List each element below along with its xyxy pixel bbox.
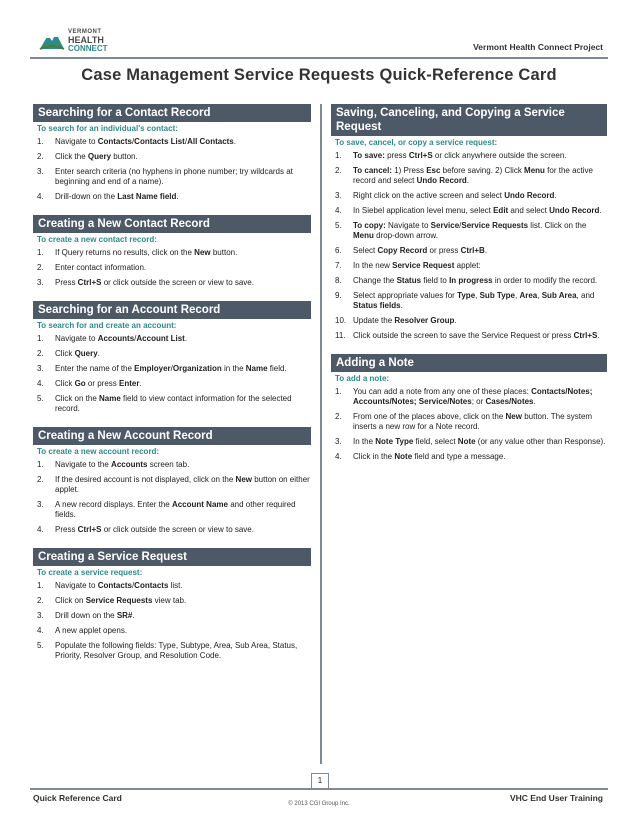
step-item	[331, 261, 607, 276]
step-text: In the new Service Request applet:	[353, 261, 481, 270]
section-subheading: To create a service request:	[37, 568, 143, 577]
section-heading: Saving, Canceling, and Copying a Service Request	[331, 104, 607, 136]
step-number: 2.	[37, 596, 44, 605]
step-list	[331, 387, 607, 467]
step-number: 3.	[335, 437, 342, 446]
footer-copyright: © 2013 CGI Group Inc.	[288, 801, 350, 807]
footer-right: VHC End User Training	[509, 793, 603, 803]
section	[33, 215, 311, 293]
step-text: Enter contact information.	[55, 263, 147, 272]
step-text: Select appropriate values for Type, Sub Type, Area, Sub Area, and Status fields.	[353, 291, 595, 310]
step-text: A new record displays. Enter the Account Name and other required fields.	[55, 500, 296, 519]
step-text: Right click on the active screen and select Undo Record.	[353, 191, 557, 200]
step-text: Enter search criteria (no hyphens in phone number; try wildcards at beginning and end of a name).	[55, 167, 293, 186]
step-number: 3.	[37, 167, 44, 176]
step-text: You can add a note from any one of these places: Contacts/Notes; Accounts/Notes; Service/Notes; or Cases/Notes.	[353, 387, 593, 406]
column-divider	[320, 104, 322, 764]
step-item	[331, 437, 607, 452]
step-item	[33, 349, 311, 364]
section	[33, 104, 311, 207]
section-heading: Creating a New Account Record	[33, 427, 311, 445]
step-item	[33, 525, 311, 540]
step-item	[33, 278, 311, 293]
step-number: 2.	[37, 263, 44, 272]
step-text: Click on the Name field to view contact information for the selected record.	[55, 394, 292, 413]
step-item	[33, 641, 311, 666]
step-item	[33, 394, 311, 419]
step-text: Navigate to the Accounts screen tab.	[55, 460, 190, 469]
step-item	[331, 246, 607, 261]
step-number: 2.	[37, 475, 44, 484]
step-text: Click Query.	[55, 349, 100, 358]
step-item	[33, 263, 311, 278]
step-number: 2.	[37, 349, 44, 358]
step-item	[33, 379, 311, 394]
step-number: 2.	[335, 166, 342, 175]
step-item	[33, 364, 311, 379]
step-text: Click on Service Requests view tab.	[55, 596, 187, 605]
vermont-health-connect-logo	[38, 25, 118, 55]
step-item	[33, 460, 311, 475]
step-item	[331, 412, 607, 437]
step-text: Click in the Note field and type a message.	[353, 452, 506, 461]
step-list	[33, 581, 311, 666]
step-text: Click outside the screen to save the Service Request or press Ctrl+S.	[353, 331, 600, 340]
step-item	[331, 206, 607, 221]
step-text: Change the Status field to In progress in order to modify the record.	[353, 276, 598, 285]
step-item	[33, 192, 311, 207]
step-item	[331, 191, 607, 206]
step-item	[331, 316, 607, 331]
step-item	[331, 331, 607, 346]
section	[33, 548, 311, 666]
section	[331, 104, 607, 346]
step-text: Update the Resolver Group.	[353, 316, 457, 325]
step-number: 4.	[37, 379, 44, 388]
section-heading: Creating a New Contact Record	[33, 215, 311, 233]
step-number: 1.	[37, 460, 44, 469]
step-item	[331, 151, 607, 166]
logo-wordmark: VERMONT HEALTH CONNECT	[68, 28, 108, 53]
footer-left: Quick Reference Card	[33, 793, 122, 803]
step-item	[33, 167, 311, 192]
step-number: 8.	[335, 276, 342, 285]
section-heading: Searching for an Account Record	[33, 301, 311, 319]
step-text: Select Copy Record or press Ctrl+B.	[353, 246, 488, 255]
step-number: 5.	[37, 394, 44, 403]
step-item	[33, 500, 311, 525]
step-number: 5.	[37, 641, 44, 650]
step-number: 5.	[335, 221, 342, 230]
step-text: In the Note Type field, select Note (or any value other than Response).	[353, 437, 606, 446]
step-item	[33, 334, 311, 349]
step-number: 4.	[37, 626, 44, 635]
section-heading: Creating a Service Request	[33, 548, 311, 566]
section-heading: Searching for a Contact Record	[33, 104, 311, 122]
step-number: 3.	[37, 611, 44, 620]
step-number: 1.	[37, 248, 44, 257]
step-number: 2.	[335, 412, 342, 421]
step-item	[331, 291, 607, 316]
step-item	[33, 475, 311, 500]
top-rule	[30, 57, 608, 59]
section-subheading: To create a new account record:	[37, 447, 160, 456]
right-column	[331, 104, 607, 475]
section	[33, 427, 311, 540]
step-number: 6.	[335, 246, 342, 255]
step-item	[331, 387, 607, 412]
step-text: Navigate to Contacts/Contacts List/All Contacts.	[55, 137, 236, 146]
step-number: 11.	[335, 331, 346, 340]
step-item	[331, 452, 607, 467]
section	[33, 301, 311, 419]
step-list	[331, 151, 607, 346]
section-subheading: To search for and create an account:	[37, 321, 177, 330]
left-column	[33, 104, 311, 674]
section-subheading: To save, cancel, or copy a service request:	[335, 138, 498, 147]
section-subheading: To add a note:	[335, 374, 390, 383]
step-item	[33, 596, 311, 611]
step-item	[33, 581, 311, 596]
step-item	[33, 152, 311, 167]
step-item	[331, 221, 607, 246]
mountain-logo-icon	[38, 27, 66, 53]
step-text: To cancel: 1) Press Esc before saving. 2) Click Menu for the active record and select Undo Record.	[353, 166, 593, 185]
step-text: Populate the following fields: Type, Subtype, Area, Sub Area, Status, Priority, Resolver Group, and Resolution Code.	[55, 641, 298, 660]
section-subheading: To create a new contact record:	[37, 235, 157, 244]
step-item	[33, 137, 311, 152]
step-text: Click the Query button.	[55, 152, 138, 161]
page-title: Case Management Service Requests Quick-Reference Card	[81, 66, 557, 84]
step-text: From one of the places above, click on the New button. The system inserts a new row for a Note record.	[353, 412, 593, 431]
step-text: In Siebel application level menu, select Edit and select Undo Record.	[353, 206, 602, 215]
step-text: Drill-down on the Last Name field.	[55, 192, 179, 201]
step-item	[331, 166, 607, 191]
step-item	[33, 248, 311, 263]
step-number: 3.	[335, 191, 342, 200]
step-text: Click Go or press Enter.	[55, 379, 142, 388]
step-list	[33, 137, 311, 207]
step-item	[33, 626, 311, 641]
step-number: 7.	[335, 261, 342, 270]
step-list	[33, 460, 311, 540]
step-number: 4.	[37, 525, 44, 534]
step-text: To save: press Ctrl+S or click anywhere outside the screen.	[353, 151, 567, 160]
step-text: If the desired account is not displayed, click on the New button on either applet.	[55, 475, 310, 494]
step-text: Press Ctrl+S or click outside the screen or view to save.	[55, 525, 254, 534]
step-text: Navigate to Contacts/Contacts list.	[55, 581, 183, 590]
step-number: 1.	[37, 334, 44, 343]
step-list	[33, 248, 311, 293]
step-item	[331, 276, 607, 291]
step-number: 4.	[37, 192, 44, 201]
step-list	[33, 334, 311, 419]
page-number: 1	[311, 773, 329, 789]
step-text: Enter the name of the Employer/Organization in the Name field.	[55, 364, 287, 373]
step-number: 3.	[37, 364, 44, 373]
step-number: 1.	[37, 137, 44, 146]
step-number: 1.	[37, 581, 44, 590]
step-text: If Query returns no results, click on the New button.	[55, 248, 238, 257]
step-text: Press Ctrl+S or click outside the screen or view to save.	[55, 278, 254, 287]
step-number: 4.	[335, 452, 342, 461]
step-item	[33, 611, 311, 626]
project-name: Vermont Health Connect Project	[473, 42, 603, 52]
section-subheading: To search for an individual's contact:	[37, 124, 178, 133]
step-number: 3.	[37, 500, 44, 509]
step-text: Drill down on the SR#.	[55, 611, 135, 620]
step-number: 3.	[37, 278, 44, 287]
step-number: 10.	[335, 316, 347, 325]
step-text: A new applet opens.	[55, 626, 128, 635]
step-number: 2.	[37, 152, 44, 161]
step-text: Navigate to Accounts/Account List.	[55, 334, 188, 343]
step-number: 1.	[335, 387, 342, 396]
step-number: 4.	[335, 206, 342, 215]
section	[331, 354, 607, 467]
step-number: 9.	[335, 291, 342, 300]
step-number: 1.	[335, 151, 342, 160]
section-heading: Adding a Note	[331, 354, 607, 372]
step-text: To copy: Navigate to Service/Service Requests list. Click on the Menu drop-down arrow.	[353, 221, 587, 240]
